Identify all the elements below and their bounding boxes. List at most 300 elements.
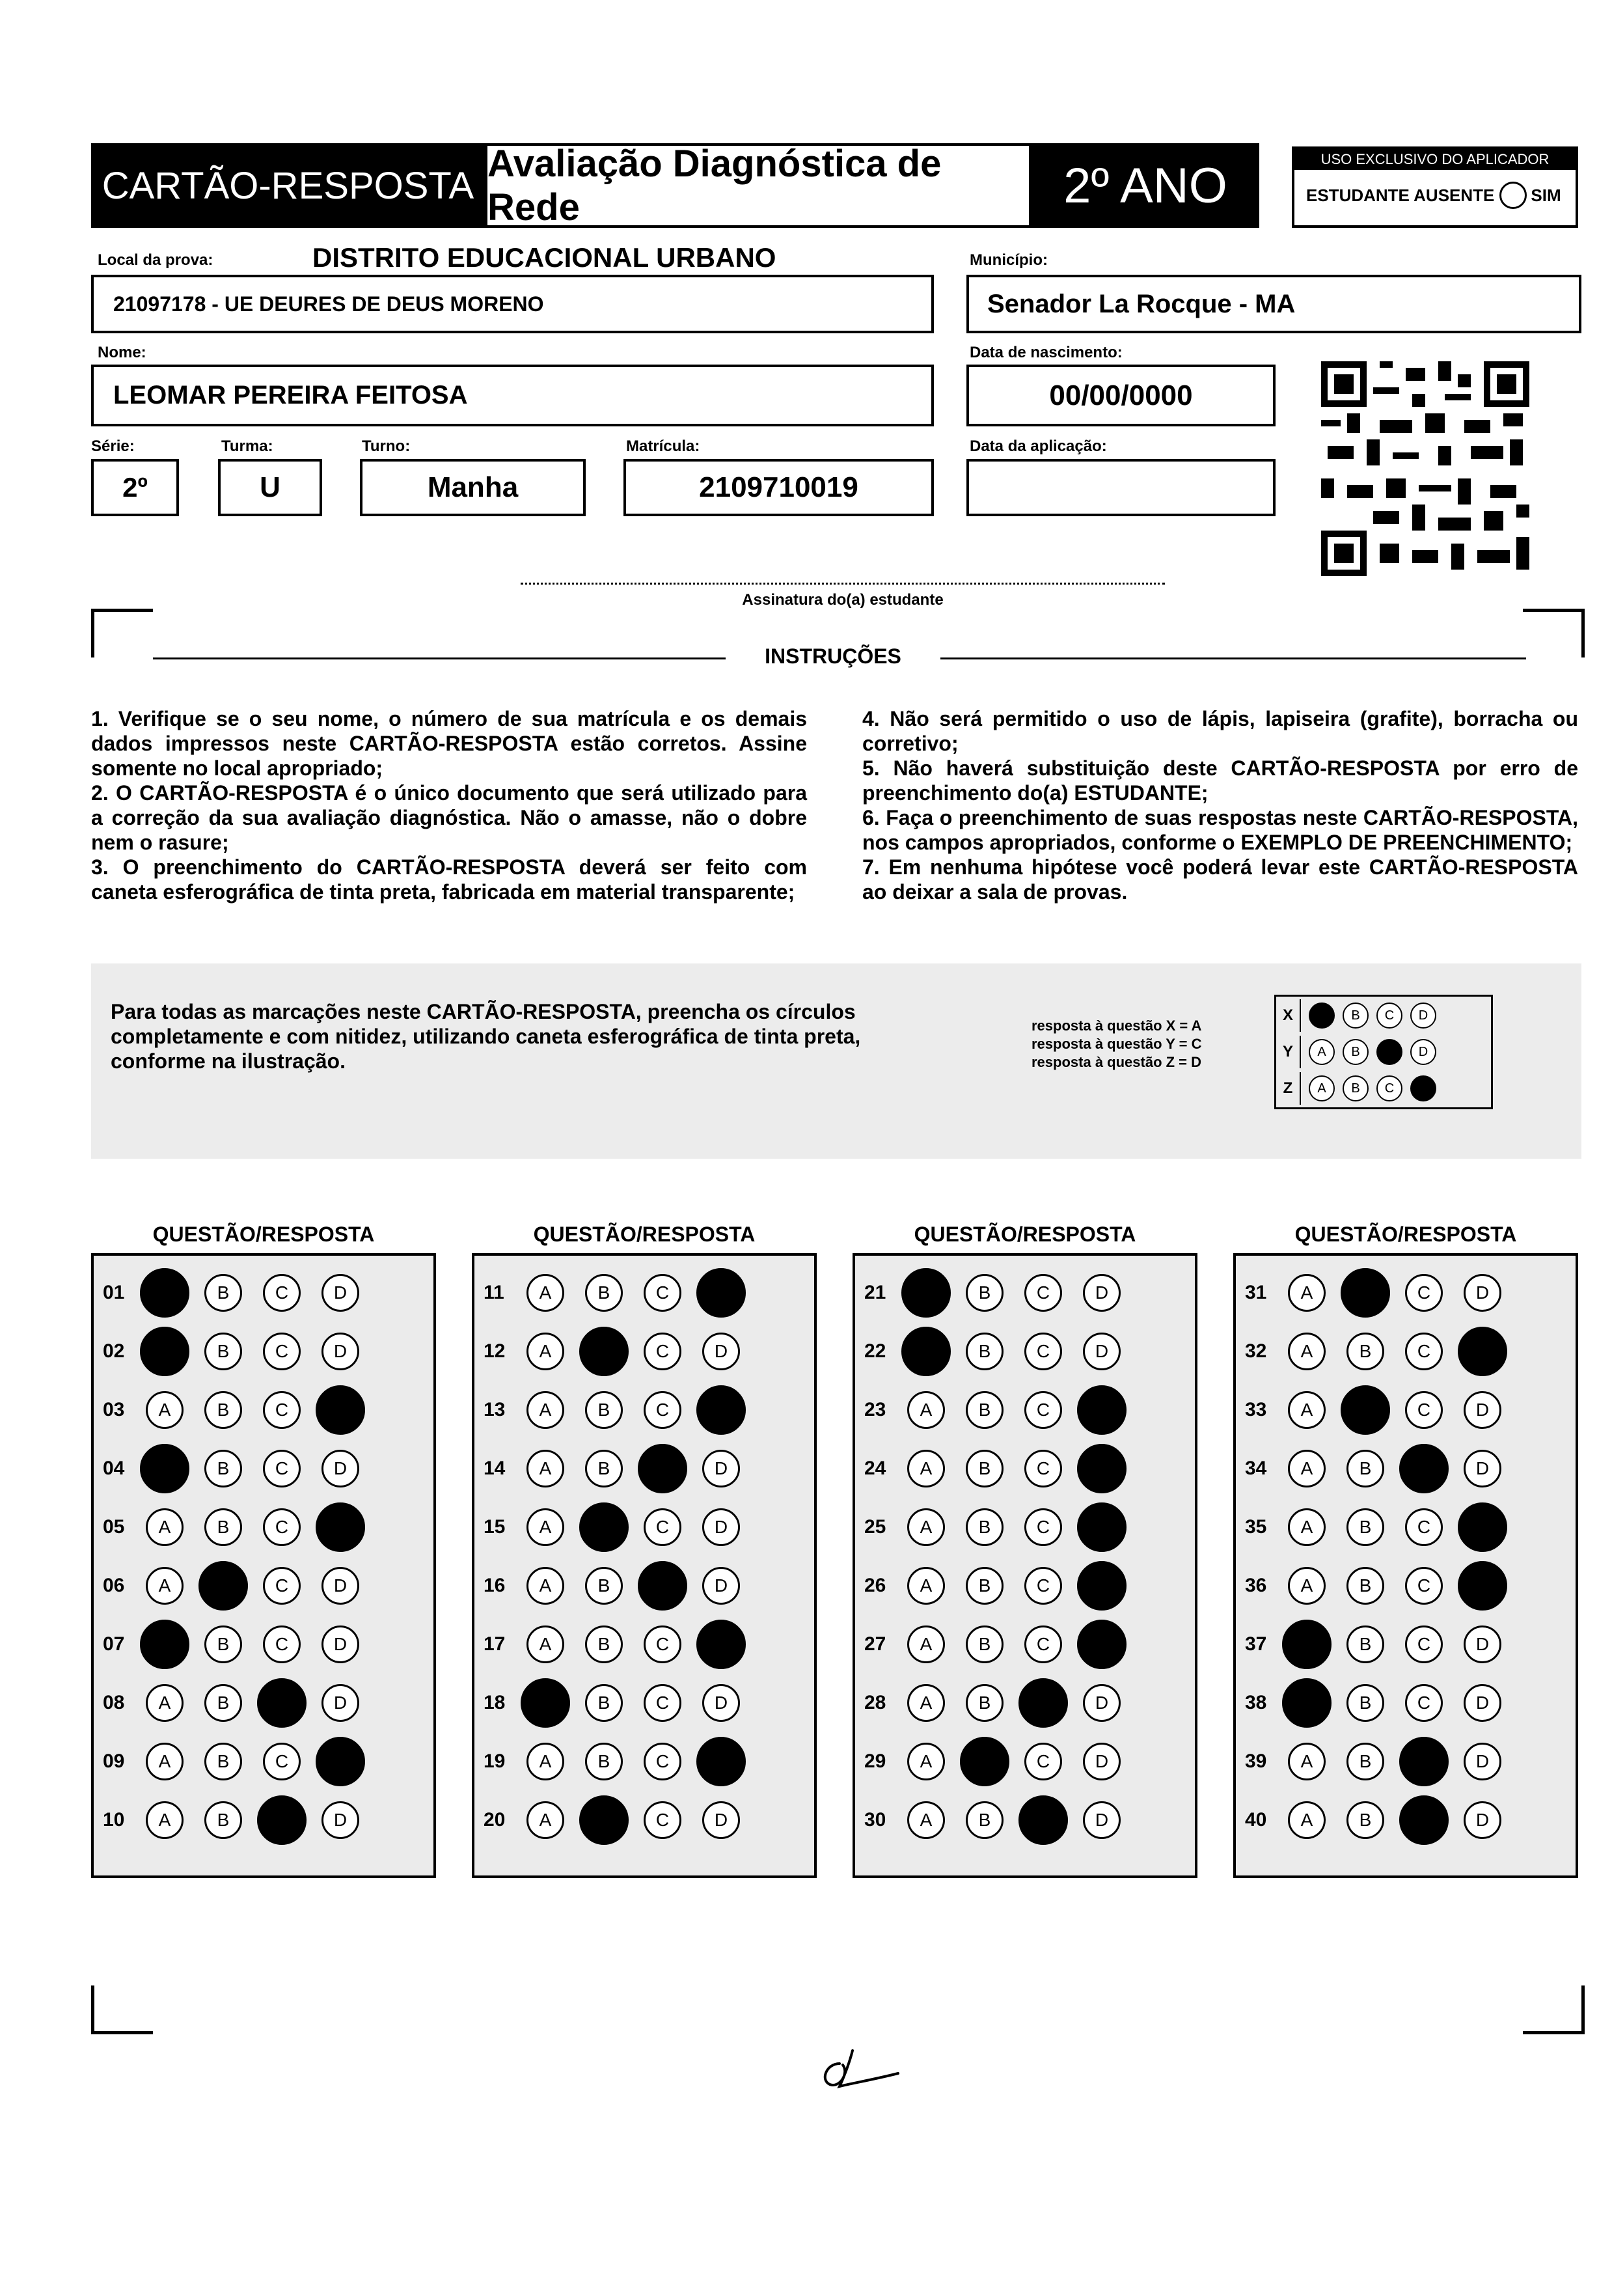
grid-column-title: QUESTÃO/RESPOSTA (1294, 1223, 1517, 1246)
corner-mark-bottom-left (91, 1985, 153, 2034)
question-number: 30 (864, 1809, 886, 1831)
answer-bubble-d[interactable]: D (1464, 1274, 1501, 1312)
example-bubble: A (1309, 1075, 1335, 1101)
corner-mark-bottom-right (1523, 1985, 1585, 2034)
aplicacao-field (966, 459, 1276, 516)
answer-bubble-d[interactable] (1077, 1444, 1127, 1493)
answer-bubble-c[interactable]: C (1405, 1508, 1443, 1546)
question-number: 07 (103, 1633, 125, 1655)
answer-row (855, 1674, 1195, 1732)
example-bubble: B (1343, 1039, 1369, 1065)
answer-bubble-c[interactable]: C (644, 1274, 681, 1312)
answer-bubble-a[interactable]: A (146, 1508, 184, 1546)
local-value: DISTRITO EDUCACIONAL URBANO (312, 242, 776, 273)
nascimento-field (966, 365, 1276, 426)
answer-bubble-d[interactable] (696, 1737, 746, 1786)
question-number: 22 (864, 1340, 886, 1362)
turma-field (218, 459, 322, 516)
answer-bubble-c[interactable]: C (1405, 1625, 1443, 1663)
question-number: 15 (484, 1516, 506, 1538)
answer-bubble-d[interactable]: D (321, 1567, 359, 1605)
answer-bubble-c[interactable]: C (263, 1274, 301, 1312)
example-bubble: C (1376, 1003, 1402, 1029)
question-number: 13 (484, 1399, 506, 1420)
answer-bubble-c[interactable] (1018, 1795, 1068, 1845)
answer-row (855, 1322, 1195, 1381)
answer-bubble-b[interactable] (579, 1795, 629, 1845)
answer-bubble-d[interactable]: D (321, 1801, 359, 1839)
answer-row (94, 1498, 433, 1556)
answer-bubble-d[interactable]: D (1464, 1743, 1501, 1780)
answer-row (94, 1791, 433, 1849)
answer-row (1236, 1615, 1576, 1674)
answer-bubble-d[interactable] (696, 1385, 746, 1435)
answer-bubble-c[interactable] (1399, 1444, 1449, 1493)
answer-panel (91, 1253, 436, 1878)
question-number: 28 (864, 1692, 886, 1713)
answer-bubble-d[interactable] (1458, 1327, 1507, 1376)
answer-bubble-a[interactable]: A (907, 1508, 945, 1546)
question-number: 34 (1245, 1458, 1267, 1479)
answer-bubble-d[interactable] (316, 1502, 365, 1552)
answer-bubble-b[interactable] (960, 1737, 1009, 1786)
corner-mark-top-right (1523, 609, 1585, 657)
answer-bubble-c[interactable]: C (1024, 1625, 1062, 1663)
answer-bubble-b[interactable]: B (204, 1450, 242, 1487)
answer-bubble-a[interactable]: A (526, 1743, 564, 1780)
answer-row (474, 1439, 814, 1498)
instruction-item: 3. O preenchimento do CARTÃO-RESPOSTA deverá ser feito com caneta esferográfica de tinta preta, fabricada em material transparente; (91, 855, 807, 904)
answer-bubble-c[interactable]: C (263, 1743, 301, 1780)
answer-bubble-a[interactable] (901, 1268, 951, 1318)
answer-bubble-c[interactable]: C (263, 1333, 301, 1370)
answer-bubble-a[interactable]: A (1288, 1508, 1326, 1546)
answer-bubble-c[interactable]: C (644, 1391, 681, 1429)
answer-bubble-a[interactable]: A (146, 1391, 184, 1429)
example-row-label: X (1276, 999, 1301, 1032)
example-bubble: A (1309, 1039, 1335, 1065)
answer-bubble-c[interactable]: C (263, 1391, 301, 1429)
question-number: 05 (103, 1516, 125, 1538)
example-bubble: D (1410, 1003, 1436, 1029)
answer-row (1236, 1498, 1576, 1556)
answer-bubble-d[interactable]: D (321, 1333, 359, 1370)
nascimento-label: Data de nascimento: (970, 344, 1123, 361)
answer-panel (1233, 1253, 1578, 1878)
answer-row (474, 1264, 814, 1322)
instruction-item: 7. Em nenhuma hipótese você poderá levar este CARTÃO-RESPOSTA ao deixar a sala de provas. (862, 855, 1578, 904)
answer-bubble-b[interactable]: B (204, 1274, 242, 1312)
answer-bubble-c[interactable]: C (1024, 1450, 1062, 1487)
question-number: 12 (484, 1340, 506, 1362)
answer-bubble-c[interactable] (257, 1795, 307, 1845)
answer-bubble-c[interactable]: C (263, 1567, 301, 1605)
answer-bubble-b[interactable]: B (966, 1508, 1004, 1546)
answer-bubble-b[interactable] (1341, 1385, 1390, 1435)
answer-bubble-b[interactable]: B (204, 1684, 242, 1722)
question-number: 03 (103, 1399, 125, 1420)
signature-line (521, 583, 1165, 585)
answer-row (1236, 1439, 1576, 1498)
instr-rule-left (153, 657, 726, 659)
answer-bubble-c[interactable]: C (644, 1333, 681, 1370)
answer-bubble-d[interactable]: D (321, 1450, 359, 1487)
answer-row (1236, 1264, 1576, 1322)
answer-panel (853, 1253, 1197, 1878)
answer-bubble-b[interactable]: B (966, 1274, 1004, 1312)
answer-row (1236, 1732, 1576, 1791)
example-bubble (1410, 1075, 1436, 1101)
question-number: 20 (484, 1809, 506, 1831)
answer-bubble-a[interactable] (901, 1327, 951, 1376)
absent-option: SIM (1531, 185, 1561, 205)
answer-bubble-d[interactable]: D (1083, 1333, 1121, 1370)
handwritten-mark (813, 2044, 905, 2096)
question-number: 17 (484, 1633, 506, 1655)
instructions-right (862, 706, 1578, 904)
answer-bubble-a[interactable]: A (907, 1450, 945, 1487)
answer-bubble-b[interactable]: B (966, 1450, 1004, 1487)
grid-column-title: QUESTÃO/RESPOSTA (914, 1223, 1136, 1246)
answer-bubble-a[interactable]: A (526, 1391, 564, 1429)
example-bubble: D (1410, 1039, 1436, 1065)
answer-bubble-b[interactable]: B (1346, 1567, 1384, 1605)
answer-bubble-c[interactable]: C (263, 1450, 301, 1487)
answer-bubble-d[interactable] (1458, 1561, 1507, 1611)
answer-bubble-b[interactable]: B (204, 1625, 242, 1663)
question-number: 04 (103, 1458, 125, 1479)
answer-bubble-a[interactable]: A (526, 1450, 564, 1487)
answer-bubble-b[interactable]: B (966, 1625, 1004, 1663)
answer-bubble-a[interactable]: A (907, 1567, 945, 1605)
question-number: 09 (103, 1750, 125, 1772)
answer-row (855, 1556, 1195, 1615)
answer-bubble-c[interactable]: C (1024, 1567, 1062, 1605)
grid-column-title: QUESTÃO/RESPOSTA (152, 1223, 375, 1246)
answer-bubble-b[interactable]: B (585, 1743, 623, 1780)
turma-value: U (260, 471, 280, 503)
answer-bubble-d[interactable]: D (702, 1508, 740, 1546)
answer-bubble-b[interactable]: B (1346, 1801, 1384, 1839)
answer-bubble-d[interactable] (316, 1737, 365, 1786)
answer-bubble-d[interactable]: D (1083, 1274, 1121, 1312)
answer-row (94, 1322, 433, 1381)
answer-bubble-d[interactable] (1077, 1385, 1127, 1435)
applicator-box (1292, 146, 1578, 228)
answer-bubble-c[interactable]: C (644, 1743, 681, 1780)
question-number: 35 (1245, 1516, 1267, 1538)
answer-bubble-b[interactable]: B (204, 1333, 242, 1370)
question-number: 16 (484, 1575, 506, 1596)
answer-bubble-a[interactable]: A (526, 1274, 564, 1312)
answer-bubble-c[interactable]: C (1405, 1274, 1443, 1312)
matricula-field (623, 459, 934, 516)
turma-label: Turma: (221, 437, 273, 455)
absent-label: ESTUDANTE AUSENTE (1306, 185, 1495, 205)
answer-bubble-a[interactable] (140, 1444, 189, 1493)
example-bubble: C (1376, 1075, 1402, 1101)
answer-bubble-c[interactable]: C (1024, 1391, 1062, 1429)
answer-bubble-b[interactable]: B (585, 1450, 623, 1487)
answer-bubble-b[interactable]: B (585, 1567, 623, 1605)
answer-bubble-d[interactable]: D (1464, 1450, 1501, 1487)
instructions-title: INSTRUÇÕES (765, 644, 901, 668)
example-legend-item: resposta à questão Z = D (1031, 1054, 1202, 1070)
question-number: 01 (103, 1282, 125, 1303)
answer-bubble-d[interactable]: D (321, 1625, 359, 1663)
answer-bubble-a[interactable]: A (526, 1333, 564, 1370)
answer-bubble-d[interactable]: D (1083, 1684, 1121, 1722)
answer-bubble-d[interactable] (1458, 1502, 1507, 1552)
answer-bubble-d[interactable]: D (702, 1450, 740, 1487)
answer-row (94, 1556, 433, 1615)
answer-row (474, 1556, 814, 1615)
answer-bubble-b[interactable]: B (204, 1743, 242, 1780)
example-legend-item: resposta à questão X = A (1031, 1017, 1202, 1034)
answer-row (1236, 1674, 1576, 1732)
answer-bubble-c[interactable]: C (263, 1508, 301, 1546)
question-number: 23 (864, 1399, 886, 1420)
question-number: 37 (1245, 1633, 1267, 1655)
answer-bubble-d[interactable] (316, 1385, 365, 1435)
answer-bubble-a[interactable]: A (146, 1801, 184, 1839)
answer-bubble-d[interactable]: D (1464, 1684, 1501, 1722)
answer-bubble-b[interactable] (579, 1327, 629, 1376)
answer-bubble-a[interactable]: A (1288, 1801, 1326, 1839)
answer-bubble-c[interactable] (638, 1561, 687, 1611)
answer-bubble-c[interactable]: C (1405, 1333, 1443, 1370)
answer-bubble-b[interactable]: B (585, 1684, 623, 1722)
answer-bubble-b[interactable]: B (966, 1684, 1004, 1722)
question-number: 25 (864, 1516, 886, 1538)
answer-bubble-b[interactable]: B (1346, 1625, 1384, 1663)
answer-bubble-d[interactable]: D (702, 1567, 740, 1605)
answer-bubble-b[interactable]: B (966, 1801, 1004, 1839)
answer-bubble-d[interactable]: D (1464, 1391, 1501, 1429)
answer-bubble-c[interactable]: C (1405, 1684, 1443, 1722)
example-bubble: B (1343, 1003, 1369, 1029)
corner-mark-top-left (91, 609, 153, 657)
answer-bubble-b[interactable]: B (966, 1567, 1004, 1605)
answer-bubble-a[interactable] (140, 1268, 189, 1318)
instruction-item: 2. O CARTÃO-RESPOSTA é o único documento que será utilizado para a correção da sua avaliação diagnóstica. Não o amasse, não o dobre nem o rasure; (91, 781, 807, 854)
answer-bubble-d[interactable]: D (702, 1684, 740, 1722)
answer-bubble-c[interactable]: C (1024, 1274, 1062, 1312)
answer-bubble-b[interactable] (1341, 1268, 1390, 1318)
answer-bubble-a[interactable]: A (526, 1801, 564, 1839)
instruction-item: 5. Não haverá substituição deste CARTÃO-RESPOSTA por erro de preenchimento do(a) ESTUDANTE; (862, 756, 1578, 805)
answer-row (94, 1264, 433, 1322)
answer-bubble-b[interactable]: B (585, 1274, 623, 1312)
answer-panel (472, 1253, 817, 1878)
grid-column-title: QUESTÃO/RESPOSTA (533, 1223, 756, 1246)
turno-label: Turno: (362, 437, 411, 455)
answer-bubble-a[interactable] (140, 1620, 189, 1669)
example-row-label: Y (1276, 1036, 1301, 1068)
answer-bubble-a[interactable] (521, 1678, 570, 1728)
answer-row (474, 1791, 814, 1849)
example-row (1276, 999, 1491, 1032)
matricula-value: 2109710019 (699, 471, 858, 503)
answer-bubble-c[interactable]: C (644, 1508, 681, 1546)
instruction-item: 1. Verifique se o seu nome, o número de sua matrícula e os demais dados impressos neste CARTÃO-RESPOSTA estão corretos. Assine somente no local apropriado; (91, 707, 807, 780)
answer-bubble-a[interactable]: A (146, 1567, 184, 1605)
answer-bubble-d[interactable]: D (1464, 1801, 1501, 1839)
serie-field (91, 459, 179, 516)
answer-bubble-d[interactable] (696, 1620, 746, 1669)
signature-label: Assinatura do(a) estudante (742, 591, 944, 609)
question-number: 27 (864, 1633, 886, 1655)
answer-row (474, 1498, 814, 1556)
answer-bubble-b[interactable] (198, 1561, 248, 1611)
answer-bubble-d[interactable]: D (1464, 1625, 1501, 1663)
serie-label: Série: (91, 437, 135, 455)
answer-row (94, 1674, 433, 1732)
answer-bubble-b[interactable]: B (1346, 1743, 1384, 1780)
answer-bubble-a[interactable]: A (1288, 1391, 1326, 1429)
answer-bubble-a[interactable]: A (526, 1567, 564, 1605)
answer-bubble-c[interactable]: C (1405, 1567, 1443, 1605)
answer-bubble-a[interactable]: A (1288, 1567, 1326, 1605)
example-legend-item: resposta à questão Y = C (1031, 1036, 1202, 1052)
answer-bubble-a[interactable]: A (1288, 1450, 1326, 1487)
answer-bubble-a[interactable]: A (907, 1391, 945, 1429)
answer-bubble-b[interactable]: B (585, 1625, 623, 1663)
answer-bubble-c[interactable] (257, 1678, 307, 1728)
answer-bubble-b[interactable]: B (204, 1391, 242, 1429)
answer-bubble-c[interactable]: C (1024, 1508, 1062, 1546)
nascimento-value: 00/00/0000 (1049, 379, 1193, 411)
answer-bubble-a[interactable]: A (907, 1625, 945, 1663)
qr-code (1321, 361, 1529, 576)
answer-bubble-d[interactable] (1077, 1561, 1127, 1611)
matricula-label: Matrícula: (626, 437, 700, 455)
answer-bubble-b[interactable]: B (204, 1801, 242, 1839)
question-number: 32 (1245, 1340, 1267, 1362)
answer-bubble-a[interactable] (1282, 1620, 1332, 1669)
answer-bubble-b[interactable]: B (1346, 1333, 1384, 1370)
answer-bubble-c[interactable]: C (644, 1625, 681, 1663)
answer-bubble-b[interactable]: B (966, 1333, 1004, 1370)
answer-row (855, 1439, 1195, 1498)
answer-bubble-c[interactable] (1399, 1737, 1449, 1786)
answer-bubble-a[interactable]: A (1288, 1274, 1326, 1312)
answer-bubble-d[interactable] (1077, 1502, 1127, 1552)
answer-row (855, 1498, 1195, 1556)
answer-bubble-a[interactable]: A (1288, 1333, 1326, 1370)
example-bubble (1376, 1039, 1402, 1065)
answer-row (94, 1381, 433, 1439)
question-number: 19 (484, 1750, 506, 1772)
answer-row (474, 1615, 814, 1674)
answer-bubble-a[interactable]: A (146, 1743, 184, 1780)
answer-bubble-a[interactable]: A (907, 1684, 945, 1722)
answer-bubble-d[interactable]: D (1083, 1801, 1121, 1839)
answer-bubble-a[interactable]: A (907, 1743, 945, 1780)
serie-value: 2º (122, 472, 148, 503)
question-number: 26 (864, 1575, 886, 1596)
answer-bubble-c[interactable] (1399, 1795, 1449, 1845)
answer-bubble-d[interactable] (1077, 1620, 1127, 1669)
answer-bubble-b[interactable]: B (1346, 1450, 1384, 1487)
absent-checkbox[interactable] (1499, 182, 1527, 209)
question-number: 08 (103, 1692, 125, 1713)
answer-bubble-a[interactable]: A (146, 1684, 184, 1722)
nome-field (91, 365, 934, 426)
question-number: 14 (484, 1458, 506, 1479)
answer-bubble-c[interactable]: C (644, 1684, 681, 1722)
answer-bubble-d[interactable]: D (702, 1801, 740, 1839)
question-number: 06 (103, 1575, 125, 1596)
answer-bubble-b[interactable]: B (966, 1391, 1004, 1429)
answer-bubble-c[interactable]: C (1024, 1333, 1062, 1370)
question-number: 18 (484, 1692, 506, 1713)
instr-rule-right (940, 657, 1526, 659)
answer-row (474, 1674, 814, 1732)
answer-bubble-b[interactable]: B (1346, 1508, 1384, 1546)
aplicacao-label: Data da aplicação: (970, 437, 1107, 455)
answer-bubble-d[interactable] (696, 1268, 746, 1318)
question-number: 39 (1245, 1750, 1267, 1772)
answer-bubble-b[interactable]: B (204, 1508, 242, 1546)
answer-bubble-c[interactable] (638, 1444, 687, 1493)
example-text: Para todas as marcações neste CARTÃO-RESPOSTA, preencha os círculos completamente e com nitidez, utilizando caneta esferográfica de tinta preta, conforme na ilustração. (111, 1000, 861, 1073)
answer-bubble-c[interactable]: C (1024, 1743, 1062, 1780)
answer-bubble-c[interactable] (1018, 1678, 1068, 1728)
answer-row (855, 1615, 1195, 1674)
answer-bubble-d[interactable]: D (321, 1274, 359, 1312)
municipio-field (966, 275, 1581, 333)
answer-bubble-d[interactable]: D (321, 1684, 359, 1722)
answer-bubble-c[interactable]: C (1405, 1391, 1443, 1429)
example-row (1276, 1036, 1491, 1068)
example-legend (1031, 1017, 1201, 1072)
turno-value: Manha (427, 471, 519, 503)
answer-bubble-a[interactable] (140, 1327, 189, 1376)
answer-bubble-a[interactable]: A (526, 1508, 564, 1546)
answer-row (474, 1732, 814, 1791)
answer-bubble-d[interactable]: D (702, 1333, 740, 1370)
instructions-left (91, 706, 807, 904)
answer-row (94, 1615, 433, 1674)
answer-bubble-a[interactable]: A (907, 1801, 945, 1839)
grade-label: 2º ANO (1031, 143, 1259, 228)
municipio-value: Senador La Rocque - MA (987, 289, 1296, 318)
answer-bubble-b[interactable]: B (585, 1391, 623, 1429)
question-number: 33 (1245, 1399, 1267, 1420)
answer-bubble-b[interactable] (579, 1502, 629, 1552)
answer-bubble-c[interactable]: C (263, 1625, 301, 1663)
answer-bubble-a[interactable] (1282, 1678, 1332, 1728)
answer-row (474, 1381, 814, 1439)
answer-bubble-a[interactable]: A (526, 1625, 564, 1663)
answer-row (1236, 1556, 1576, 1615)
answer-row (855, 1264, 1195, 1322)
question-number: 29 (864, 1750, 886, 1772)
answer-bubble-c[interactable]: C (644, 1801, 681, 1839)
example-bubble: B (1343, 1075, 1369, 1101)
school-field (91, 275, 934, 333)
answer-bubble-d[interactable]: D (1083, 1743, 1121, 1780)
answer-row (855, 1732, 1195, 1791)
answer-bubble-b[interactable]: B (1346, 1684, 1384, 1722)
instruction-item: 6. Faça o preenchimento de suas respostas neste CARTÃO-RESPOSTA, nos campos apropriados, conforme o EXEMPLO DE PREENCHIMENTO; (862, 806, 1578, 854)
answer-bubble-a[interactable]: A (1288, 1743, 1326, 1780)
answer-row (1236, 1322, 1576, 1381)
question-number: 24 (864, 1458, 886, 1479)
nome-label: Nome: (98, 344, 146, 361)
example-row-label: Z (1276, 1072, 1301, 1105)
